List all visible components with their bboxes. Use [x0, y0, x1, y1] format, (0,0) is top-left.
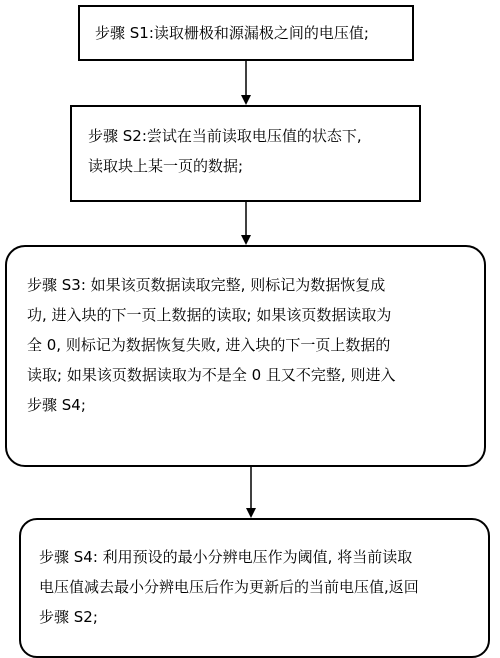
arrow-head-s1-to-s2: [241, 95, 251, 105]
step-s3-box: 步骤 S3: 如果该页数据读取完整, 则标记为数据恢复成 功, 进入块的下一页上数据的读取; 如果该页数据读取为 全 0, 则标记为数据恢复失败, 进入块的下一页上数据的 读取; 如果该页数据读取为不是全 0 且又不完整, 则进入 步骤 S4;: [5, 245, 486, 467]
step-s2-box: 步骤 S2:尝试在当前读取电压值的状态下, 读取块上某一页的数据;: [70, 105, 421, 202]
step-s1-box: 步骤 S1:读取栅极和源漏极之间的电压值;: [78, 5, 414, 61]
arrow-head-s3-to-s4: [246, 508, 256, 518]
arrow-head-s2-to-s3: [241, 235, 251, 245]
step-s4-box: 步骤 S4: 利用预设的最小分辨电压作为阈值, 将当前读取 电压值减去最小分辨电压后作为更新后的当前电压值,返回 步骤 S2;: [19, 518, 490, 658]
